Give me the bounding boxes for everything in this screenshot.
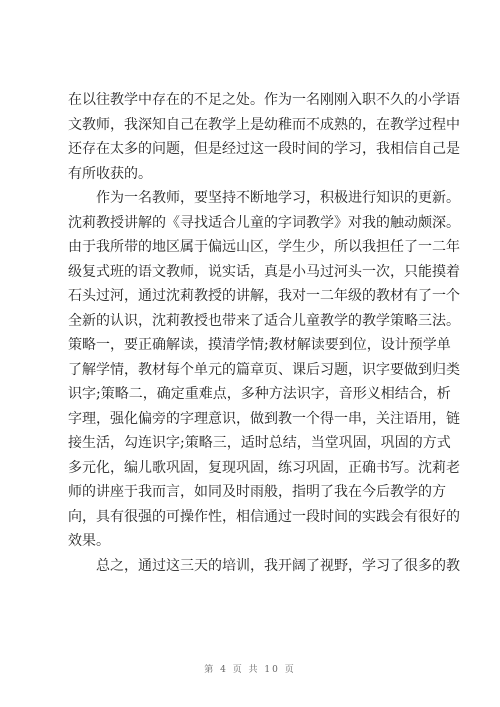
text-line: 策略一，要正确解读，摸清学情;教材解读要到位，设计预学单	[68, 337, 451, 353]
text-line: 效果。	[68, 533, 110, 549]
text-line: 字理，强化偏旁的字理意识，做到教一个得一串，关注语用，链	[68, 410, 460, 427]
text-line: 文教师，我深知自己在教学上是幼稚而不成熟的，在教学过程中	[68, 116, 460, 133]
body-text	[68, 88, 460, 578]
text-line: 还存在太多的问题，但是经过这一段时间的学习，我相信自己是	[68, 141, 460, 157]
text-line: 了解学情，教材每个单元的篇章页、课后习题，识字要做到归类	[68, 361, 460, 378]
text-line: 沈莉教授讲解的《寻找适合儿童的字词教学》对我的触动颇深。	[68, 214, 460, 231]
text-line: 有所收获的。	[68, 165, 152, 182]
text-line: 在以往教学中存在的不足之处。作为一名刚刚入职不久的小学语	[68, 92, 460, 108]
text-line: 级复式班的语文教师，说实话，真是小马过河头一次，只能摸着	[68, 263, 460, 280]
text-line: 作为一名教师，要坚持不断地学习，积极进行知识的更新。	[96, 190, 460, 206]
text-line: 接生活，勾连识字;策略三，适时总结，当堂巩固，巩固的方式	[68, 435, 451, 451]
text-line: 总之，通过这三天的培训，我开阔了视野，学习了很多的教	[96, 557, 460, 574]
page-number-footer: 第 4 页 共 10 页	[204, 665, 296, 675]
text-line: 全新的认识，沈莉教授也带来了适合儿童教学的教学策略三法。	[68, 312, 460, 329]
text-line: 由于我所带的地区属于偏远山区，学生少，所以我担任了一二年	[68, 239, 460, 255]
text-line: 识字;策略二，确定重难点，多种方法识字，音形义相结合，析	[68, 386, 451, 402]
text-line: 向，具有很强的可操作性，相信通过一段时间的实践会有很好的	[68, 508, 460, 525]
text-line: 石头过河，通过沈莉教授的讲解，我对一二年级的教材有了一个	[68, 288, 460, 304]
text-line: 师的讲座于我而言，如同及时雨般，指明了我在今后教学的方	[68, 484, 446, 500]
text-line: 多元化，编儿歌巩固，复现巩固，练习巩固，正确书写。沈莉老	[68, 459, 460, 476]
